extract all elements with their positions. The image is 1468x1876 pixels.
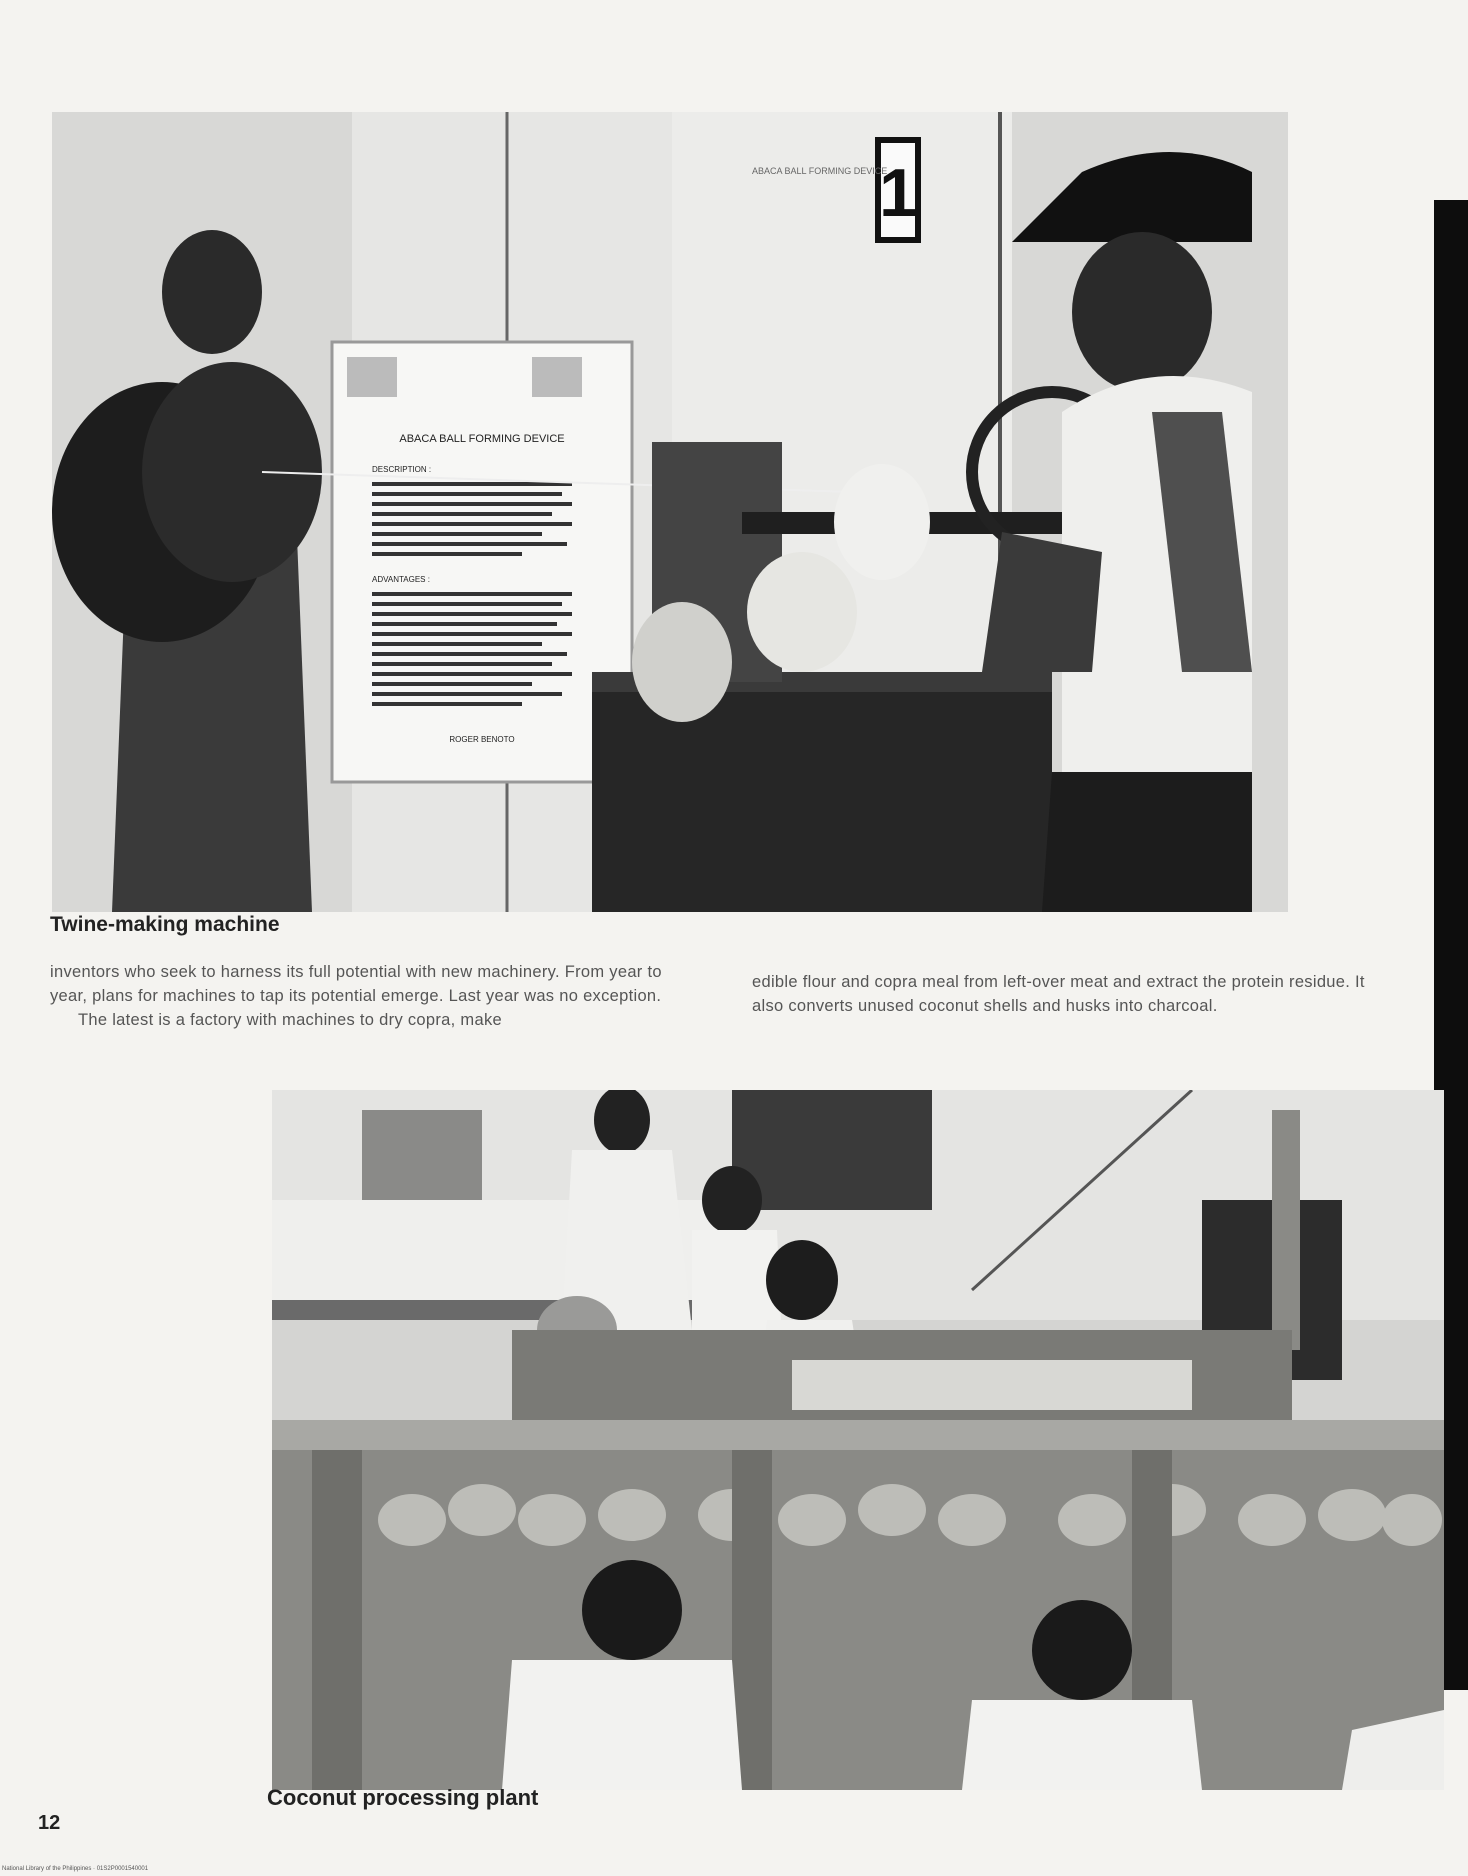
article-column-left [50, 960, 670, 1032]
article-paragraph: inventors who seek to harness its full potential with new machinery. From year to year, plans for machines to tap its potential emerge. Last year was no exception. [50, 963, 662, 1005]
coconut-plant-photo [272, 1090, 1444, 1790]
poster-section-2: ADVANTAGES : [372, 575, 430, 584]
page-number: 12 [38, 1812, 61, 1834]
door-sign-label: ABACA BALL FORMING DEVICE [752, 166, 888, 176]
article-column-right [752, 970, 1392, 1018]
archive-footer-tag: National Library of the Philippines · 01S2P0001540001 [2, 1866, 149, 1872]
twine-machine-caption: Twine-making machine [50, 913, 280, 936]
sign-number: 1 [879, 155, 917, 231]
twine-machine-photo [52, 112, 1288, 912]
poster-section-1: DESCRIPTION : [372, 465, 432, 474]
poster-title: ABACA BALL FORMING DEVICE [399, 433, 565, 445]
article-paragraph: edible flour and copra meal from left-over meat and extract the protein residue. It also converts unused coconut shells and husks into charcoal. [752, 973, 1365, 1015]
article-paragraph: The latest is a factory with machines to dry copra, make [78, 1011, 502, 1029]
coconut-plant-caption: Coconut processing plant [267, 1785, 539, 1810]
poster-footer: ROGER BENOTO [449, 735, 515, 744]
